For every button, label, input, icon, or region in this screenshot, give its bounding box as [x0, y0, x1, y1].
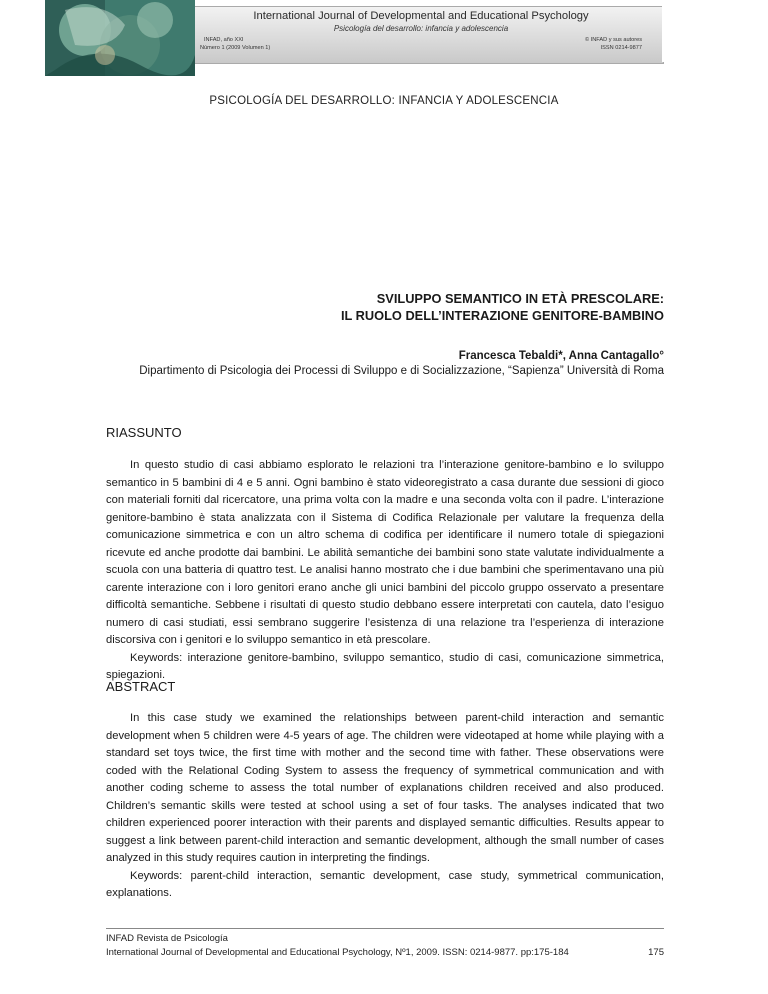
article-title	[341, 290, 664, 324]
journal-title: International Journal of Developmental and Educational Psychology	[253, 10, 589, 22]
riassunto-heading: RIASSUNTO	[106, 425, 182, 440]
abstract-section	[106, 710, 664, 903]
article-title-line-2: IL RUOLO DELL’INTERAZIONE GENITORE-BAMBINO	[340, 308, 664, 323]
page-number: 175	[648, 947, 664, 958]
issue-year: INFAD, año XXI	[204, 37, 244, 43]
footer-divider	[106, 928, 664, 929]
riassunto-section	[106, 457, 664, 685]
abstract-keywords: Keywords: parent-child interaction, semantic development, case study, symmetrical communication, explanations.	[106, 869, 664, 899]
issn: ISSN 0214-9877	[600, 45, 642, 51]
footer-journal: INFAD Revista de Psicología	[106, 933, 228, 944]
riassunto-body: In questo studio di casi abbiamo esplorato le relazioni tra l’interazione genitore-bambino e lo sviluppo semantico in 5 bambini di 4 e 5 anni. Ogni bambino è stato videoregistrato a casa durante due sessioni di gioco con materiali forniti dal ricercatore, una prima volta con la madre e una seconda volta con il padre. L’interazione genitore-bambino è stata analizzata con il Sistema di Codifica Relazionale per valutare la frequenza della comunicazione simmetrica e con un altro schema di codifica per identificare il numero totale di spiegazioni ricevute ed anche prodotte dai bambini. Le abilità semantiche dei bambini sono state valutate individualmente a scuola con una batteria di quattro test. Le analisi hanno mostrato che i due bambini che sperimentavano una più carente interazione con i loro genitori erano anche gli unici bambini del piccolo gruppo osservato a presentare difficoltà semantiche. Sebbene i risultati di questo studio debbano essere interpretati con cautela, dato l’esiguo numero di casi studiati, essi sembrano suggerire l’esistenza di una relazione tra l’esperienza di interazione discorsiva con i genitori e lo sviluppo semantico in età prescolare.	[106, 459, 664, 646]
journal-subtitle: Psicología del desarrollo: infancia y adolescencia	[333, 24, 509, 33]
authors: Francesca Tebaldi*, Anna Cantagallo°	[458, 350, 664, 362]
footer-citation: International Journal of Developmental and Educational Psychology, Nº1, 2009. ISSN: 0214-9877. pp:175-184	[106, 947, 569, 958]
affiliation: Dipartimento di Psicologia dei Processi di Sviluppo e di Socializzazione, “Sapienza” Università di Roma	[139, 365, 664, 377]
article-title-line-1: SVILUPPO SEMANTICO IN ETÀ PRESCOLARE:	[376, 291, 664, 306]
header-right-blank	[662, 6, 768, 62]
abstract-heading: ABSTRACT	[106, 679, 176, 694]
journal-header	[0, 0, 768, 82]
abstract-body: In this case study we examined the relationships between parent-child interaction and semantic development when 5 children were 4-5 years of age. The children were videotaped at home while playing with a standard set toys twice, the first time with mother and the second time with father. These observations were coded with the Relational Coding System to assess the frequency of symmetrical communication and with another coding scheme to assess the total number of explanations children received and also produced. Children’s semantic skills were tested at school using a set of four tasks. The analyses indicated that two children experienced poorer interaction with their parents and displayed semantic difficulties. Results appear to suggest a link between parent-child interaction and semantic development, although the small number of cases analyzed in this study requires caution in interpreting the findings.	[106, 712, 664, 864]
issue-number: Número 1 (2009 Volumen 1)	[200, 45, 271, 51]
section-label: PSICOLOGÍA DEL DESARROLLO: INFANCIA Y ADOLESCENCIA	[209, 95, 559, 107]
copyright: © INFAD y sus autores	[585, 37, 642, 43]
riassunto-keywords: Keywords: interazione genitore-bambino, sviluppo semantico, studio di casi, comunicazione simmetrica, spiegazioni.	[106, 651, 664, 681]
cover-art-image	[45, 0, 195, 76]
